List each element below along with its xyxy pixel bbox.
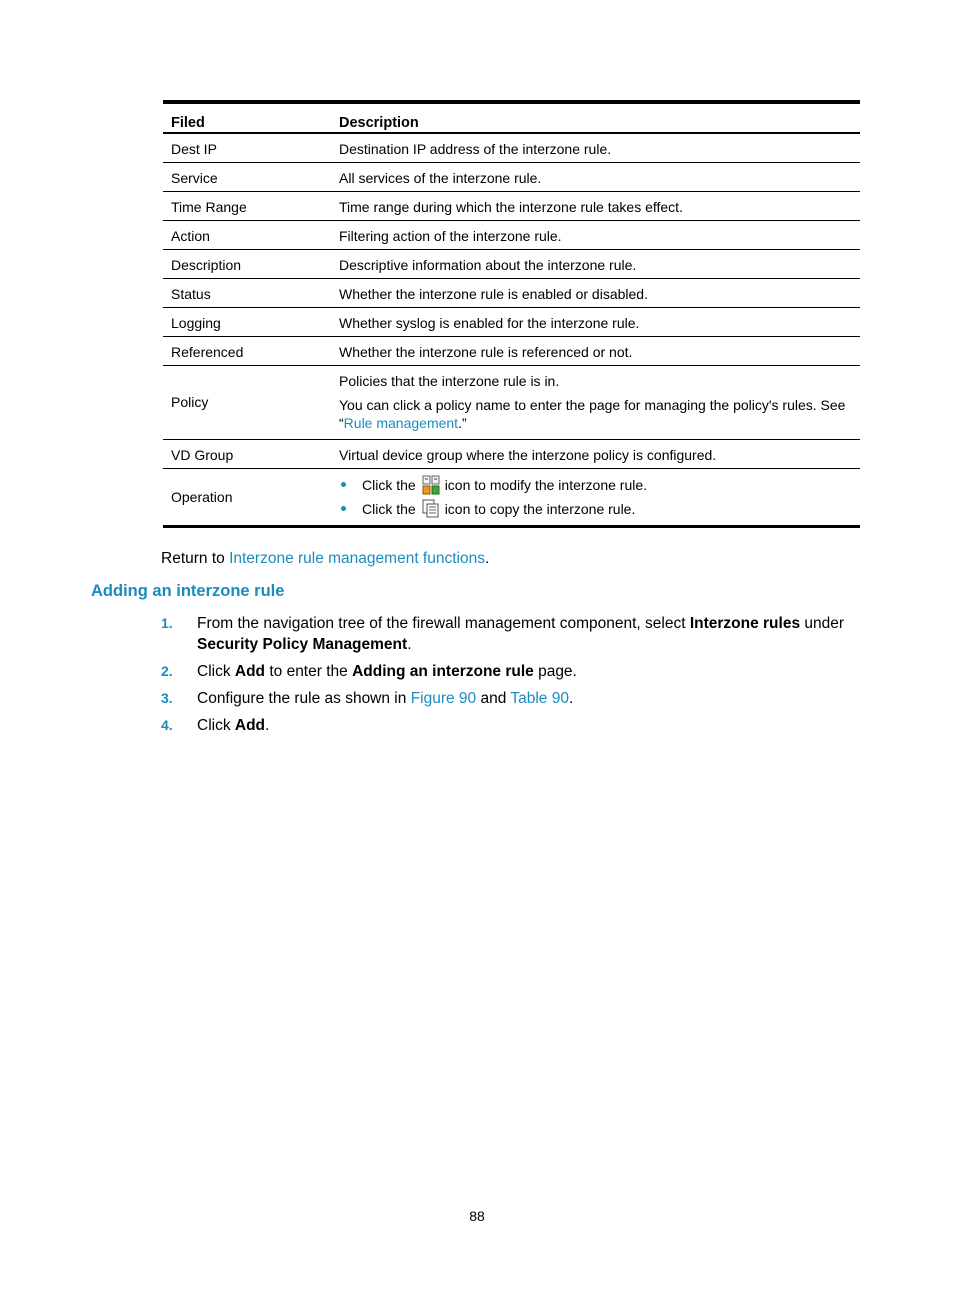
- step-text: From the navigation tree of the firewall management component, select Interzone rules under Security Policy Management.: [197, 615, 845, 653]
- page-number: 88: [469, 1208, 485, 1224]
- bullet-text: Click the: [362, 476, 416, 493]
- description-cell: Destination IP address of the interzone rule.: [331, 133, 860, 162]
- description-cell: [331, 365, 860, 439]
- description-cell: Virtual device group where the interzone policy is configured.: [331, 439, 860, 468]
- field-cell: Action: [163, 220, 331, 249]
- header-description: Description: [331, 102, 860, 133]
- field-cell: Referenced: [163, 336, 331, 365]
- field-cell: Status: [163, 278, 331, 307]
- field-cell: Operation: [171, 488, 233, 505]
- table-row: [163, 191, 860, 220]
- field-description-table: [163, 100, 860, 528]
- header-field: Filed: [163, 102, 331, 133]
- description-cell: Whether the interzone rule is referenced or not.: [331, 336, 860, 365]
- step-text: Click Add to enter the Adding an interzone rule page.: [197, 663, 577, 680]
- bullet-text: Click the: [362, 500, 416, 517]
- description-cell: Whether syslog is enabled for the interzone rule.: [331, 307, 860, 336]
- description-cell: Filtering action of the interzone rule.: [331, 220, 860, 249]
- step-number: 1.: [161, 615, 173, 631]
- step-text: Configure the rule as shown in Figure 90 and Table 90.: [197, 690, 574, 707]
- steps-list: [161, 613, 861, 742]
- policy-line-2-text: You can click a policy name to enter the page for managing the policy's rules. See “: [339, 397, 846, 431]
- interzone-functions-link[interactable]: Interzone rule management functions: [229, 550, 485, 567]
- list-item: [161, 613, 861, 655]
- policy-line-2: [339, 396, 852, 432]
- table-row: [163, 307, 860, 336]
- return-paragraph: [161, 550, 489, 568]
- table-row-operation: [163, 468, 860, 526]
- field-cell: VD Group: [163, 439, 331, 468]
- return-text: Return to: [161, 550, 230, 567]
- table-row: [163, 278, 860, 307]
- step-number: 2.: [161, 663, 173, 679]
- table-row: [163, 249, 860, 278]
- table-row-policy: [163, 365, 860, 439]
- list-item: [161, 715, 861, 736]
- figure-90-link[interactable]: Figure 90: [410, 690, 477, 707]
- field-cell: Dest IP: [163, 133, 331, 162]
- table-header-row: [163, 102, 860, 133]
- bullet-text: icon to modify the interzone rule.: [444, 476, 648, 493]
- list-item: [339, 497, 852, 521]
- table-90-link[interactable]: Table 90: [510, 690, 569, 707]
- field-cell: Logging: [163, 307, 331, 336]
- bullet-icon: [341, 482, 346, 487]
- table-row: [163, 162, 860, 191]
- field-cell: Description: [163, 249, 331, 278]
- table-row: [163, 336, 860, 365]
- description-cell: All services of the interzone rule.: [331, 162, 860, 191]
- field-cell: Time Range: [163, 191, 331, 220]
- bullet-text: icon to copy the interzone rule.: [444, 500, 636, 517]
- modify-icon: [422, 475, 440, 495]
- step-number: 3.: [161, 690, 173, 706]
- field-cell: Policy: [163, 365, 331, 439]
- field-cell: Service: [163, 162, 331, 191]
- policy-line-1: Policies that the interzone rule is in.: [339, 373, 560, 389]
- section-heading: Adding an interzone rule: [91, 582, 285, 600]
- table-row: [163, 220, 860, 249]
- list-item: [161, 661, 861, 682]
- table-row-vd-group: [163, 439, 860, 468]
- policy-line-2-end: .”: [458, 415, 467, 431]
- list-item: [339, 473, 852, 497]
- list-item: [161, 688, 861, 709]
- rule-management-link[interactable]: Rule management: [343, 415, 459, 431]
- description-cell: Whether the interzone rule is enabled or disabled.: [331, 278, 860, 307]
- step-number: 4.: [161, 717, 173, 733]
- step-text: Click Add.: [197, 717, 270, 734]
- table-row: [163, 133, 860, 162]
- return-end: .: [484, 550, 490, 567]
- description-cell: Descriptive information about the interzone rule.: [331, 249, 860, 278]
- copy-icon: [422, 499, 440, 519]
- description-cell: [331, 468, 860, 526]
- bullet-icon: [341, 506, 346, 511]
- description-cell: Time range during which the interzone rule takes effect.: [331, 191, 860, 220]
